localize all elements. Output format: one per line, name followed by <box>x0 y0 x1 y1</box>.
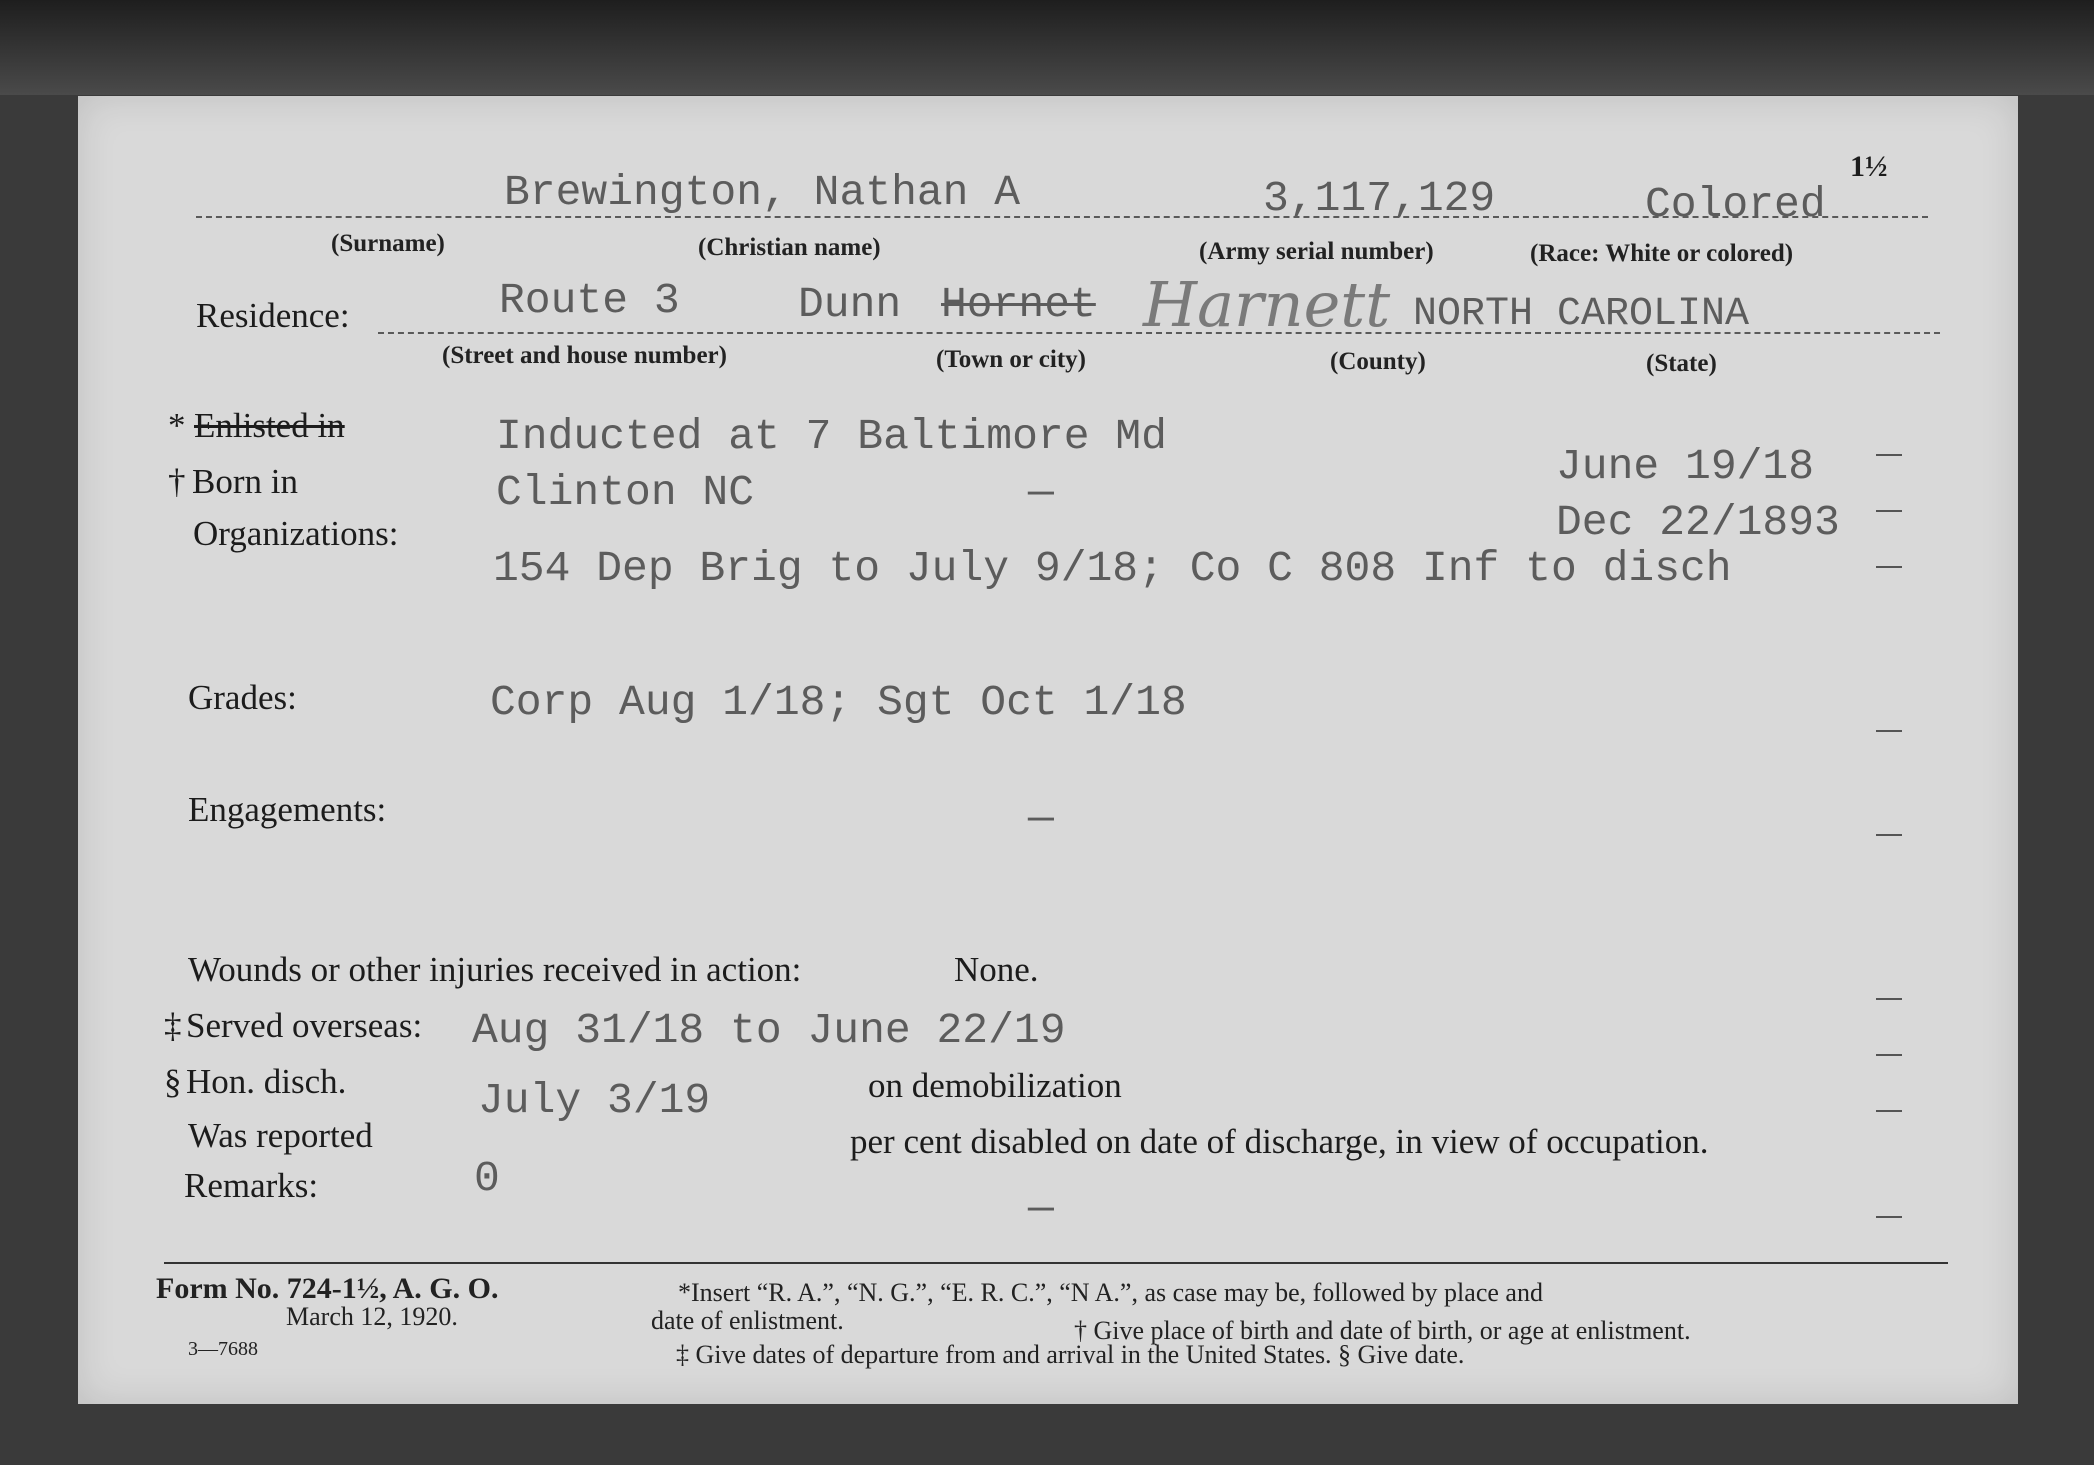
margin-tick <box>1876 566 1902 568</box>
margin-tick <box>1876 1110 1902 1112</box>
residence-crossed-town: Hornet <box>941 280 1096 329</box>
margin-tick <box>1876 1216 1902 1218</box>
margin-tick <box>1876 1054 1902 1056</box>
serial-number-value: 3,117,129 <box>1263 174 1496 223</box>
residence-county-handwritten: Harnett <box>1143 268 1391 341</box>
born-date: Dec 22/1893 <box>1556 498 1840 547</box>
hon-disch-value: July 3/19 <box>478 1076 711 1125</box>
form-date: March 12, 1920. <box>286 1302 458 1331</box>
caption-christian-name: (Christian name) <box>698 234 881 261</box>
surname-christian-value: Brewington, Nathan A <box>504 168 1021 217</box>
born-mark: † <box>168 462 186 501</box>
caption-county: (County) <box>1330 348 1426 375</box>
overseas-label: Served overseas: <box>186 1006 423 1045</box>
engagements-label: Engagements: <box>188 790 387 829</box>
born-label: Born in <box>192 462 298 501</box>
margin-tick <box>1876 730 1902 732</box>
margin-tick <box>1876 834 1902 836</box>
caption-serial-number: (Army serial number) <box>1199 238 1434 265</box>
residence-street: Route 3 <box>499 276 680 325</box>
remarks-label: Remarks: <box>184 1166 319 1205</box>
caption-town: (Town or city) <box>936 346 1086 373</box>
hon-disch-suffix: on demobilization <box>868 1066 1122 1105</box>
hon-disch-label: Hon. disch. <box>186 1062 347 1101</box>
grades-label: Grades: <box>188 678 297 717</box>
margin-tick <box>1876 454 1902 456</box>
margin-tick <box>1876 998 1902 1000</box>
reported-label: Was reported <box>188 1116 373 1155</box>
footer-note-3: ‡ Give dates of departure from and arrival in the United States. § Give date. <box>676 1340 1465 1369</box>
engagements-dash: — <box>1028 794 1054 843</box>
wounds-label: Wounds or other injuries received in action: <box>188 950 802 989</box>
race-value: Colored <box>1645 180 1826 229</box>
organizations-label: Organizations: <box>193 514 399 553</box>
corner-mark: 1½ <box>1850 150 1888 183</box>
remarks-dash: — <box>1028 1184 1054 1233</box>
hon-disch-mark: § <box>164 1062 182 1101</box>
enlisted-value: Inducted at 7 Baltimore Md <box>496 412 1167 461</box>
enlisted-mark: * <box>168 406 186 445</box>
caption-race: (Race: White or colored) <box>1530 240 1794 267</box>
service-record-card <box>78 96 2018 1404</box>
scanner-background <box>0 0 2094 95</box>
caption-surname: (Surname) <box>331 230 445 257</box>
enlisted-date: June 19/18 <box>1556 442 1815 491</box>
born-value: Clinton NC <box>496 468 755 517</box>
reported-value: 0 <box>474 1154 500 1203</box>
born-dash: — <box>1028 468 1054 517</box>
footer-rule <box>164 1262 1948 1264</box>
footer-note-2b: † Give place of birth and date of birth, or age at enlistment. <box>1074 1316 1691 1345</box>
wounds-value: None. <box>954 950 1039 989</box>
enlisted-label: Enlisted in <box>194 406 345 445</box>
reported-suffix: per cent disabled on date of discharge, in view of occupation. <box>850 1122 1709 1161</box>
footer-note-1: *Insert “R. A.”, “N. G.”, “E. R. C.”, “N A.”, as case may be, followed by place and <box>678 1278 1543 1307</box>
residence-town: Dunn <box>798 280 902 329</box>
margin-tick <box>1876 510 1902 512</box>
footer-note-2a: date of enlistment. <box>651 1306 844 1335</box>
overseas-value: Aug 31/18 to June 22/19 <box>472 1006 1066 1055</box>
organizations-value: 154 Dep Brig to July 9/18; Co C 808 Inf to disch <box>493 544 1732 593</box>
grades-value: Corp Aug 1/18; Sgt Oct 1/18 <box>490 678 1187 727</box>
header-dotted-line <box>196 216 1928 218</box>
caption-state: (State) <box>1646 350 1717 377</box>
residence-label: Residence: <box>196 296 350 335</box>
residence-dotted-line <box>378 332 1940 334</box>
form-code: 3—7688 <box>188 1338 258 1360</box>
form-number: Form No. 724-1½, A. G. O. <box>156 1272 499 1305</box>
overseas-mark: ‡ <box>164 1006 182 1045</box>
residence-state: NORTH CAROLINA <box>1413 292 1750 337</box>
caption-street: (Street and house number) <box>442 342 727 369</box>
